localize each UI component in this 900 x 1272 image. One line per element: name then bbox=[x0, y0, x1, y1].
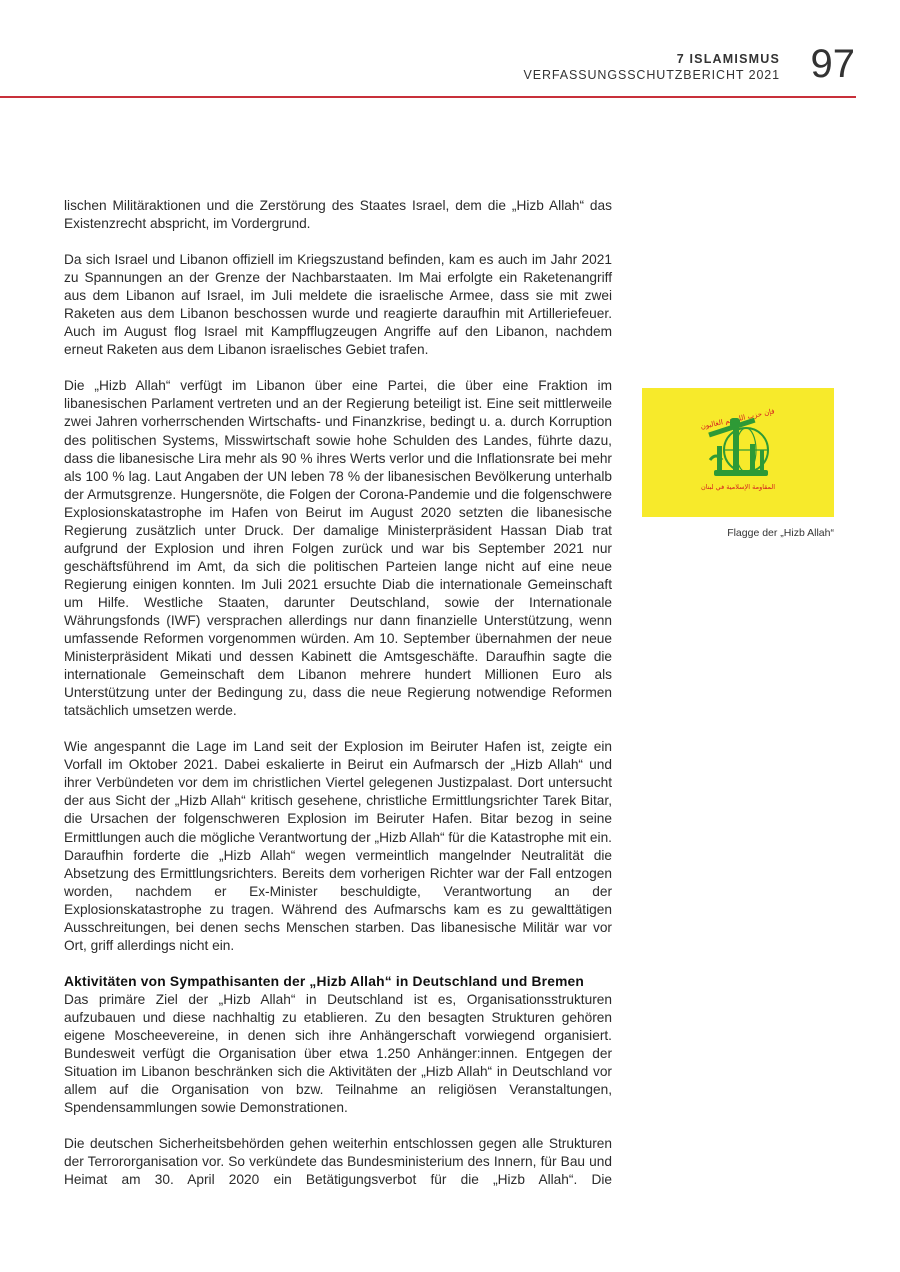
section-heading: Aktivitäten von Sympathisanten der „Hizb Allah“ in Deutschland und Bremen bbox=[64, 973, 585, 989]
paragraph: Das primäre Ziel der „Hizb Allah“ in Deutschland ist es, Organisationsstrukturen aufzubauen und diese nachhaltig zu etablieren. Zu den besagten Strukturen gehören eigene Moscheevereine, in denen sich ihre Anhängerschaft vorwiegend organisiert. Bundesweit verfügt die Organisation über etwa 1.250 Anhänger:innen. Entgegen der Situation im Libanon beschränken sich die Aktivitäten der „Hizb Allah“ in Deutschland vor allem auf die Organisation von bzw. Teilnahme an religiösen Veranstaltungen, Spendensammlungen sowie Demonstrationen. bbox=[64, 991, 612, 1116]
report-title: VERFASSUNGSSCHUTZBERICHT 2021 bbox=[523, 68, 780, 82]
flag-text-bottom: المقاومة الإسلامية في لبنان bbox=[700, 483, 776, 491]
paragraph: Da sich Israel und Libanon offiziell im Kriegszustand befinden, kam es auch im Jahr 2021 zu Spannungen an der Grenze der Nachbarstaaten. Im Mai erfolgte ein Raketenangriff aus dem Libanon auf Israel, im Juli meldete die israelische Armee, dass sie mit zwei Raketen aus dem Libanon beschossen wurde und reagierte daraufhin mit Artilleriefeuer. Auch im August flog Israel mit Kampfflugzeugen Angriffe auf den Libanon, nachdem erneut Raketen aus dem Libanon israelisches Gebiet trafen. bbox=[64, 252, 612, 358]
header-rule bbox=[0, 96, 856, 98]
flag-text-top: فإن حزب الله هم الغالبون bbox=[699, 407, 776, 431]
paragraph: lischen Militäraktionen und die Zerstörung des Staates Israel, dem die „Hizb Allah“ das Existenzrecht abspricht, im Vordergrund. bbox=[64, 198, 612, 232]
chapter-title: 7 ISLAMISMUS bbox=[676, 52, 780, 66]
hizb-allah-flag bbox=[642, 388, 834, 517]
page-number: 97 bbox=[810, 42, 855, 86]
flag-emblem-icon bbox=[642, 388, 834, 517]
main-text bbox=[64, 197, 612, 1189]
paragraph: Wie angespannt die Lage im Land seit der Explosion im Beiruter Hafen ist, zeigte ein Vorfall im Oktober 2021. Dabei eskalierte in Beirut ein Aufmarsch der „Hizb Allah“ und ihrer Verbündeten vor dem im christlichen Viertel gelegenen Justizpalast. Dort untersucht der aus Sicht der „Hizb Allah“ kritisch gesehene, christliche Ermittlungsrichter Tarek Bitar, die Ursachen der folgenschweren Explosion im Beiruter Hafen. Bitar bezog in seine Ermittlungen auch die mögliche Verantwortung der „Hizb Allah“ für die Katastrophe mit ein. Daraufhin forderte die „Hizb Allah“ wegen vermeintlich mangelnder Neutralität die Absetzung des Ermittlungsrichters. Bereits dem vorherigen Richter war der Fall entzogen worden, nachdem er Ex-Minister beschuldigte, Verantwortung an der Explosionskatastrophe zu tragen. Während des Aufmarschs kam es zu gewalttätigen Ausschreitungen, bei denen sechs Menschen starben. Das libanesische Militär war vor Ort, griff allerdings nicht ein. bbox=[64, 739, 612, 953]
figure-caption: Flagge der „Hizb Allah“ bbox=[727, 527, 834, 539]
running-head bbox=[524, 51, 780, 83]
page-header bbox=[0, 42, 855, 92]
paragraph: Die deutschen Sicherheitsbehörden gehen weiterhin entschlossen gegen alle Strukturen der Terrororganisation vor. So verkündete das Bundesministerium des Innern, für Bau und Heimat am 30. April 2020 ein Betätigungsverbot für die „Hizb Allah“. Die bbox=[64, 1136, 612, 1188]
paragraph: Die „Hizb Allah“ verfügt im Libanon über eine Partei, die über eine Fraktion im libanesischen Parlament vertreten und an der Regierung beteiligt ist. Eine seit mittlerweile zwei Jahren vorherrschenden Wirtschafts- und Finanzkrise, bedingt u. a. durch Korruption des politischen Systems, Misswirtschaft sowie hohe Schulden des Landes, führte dazu, dass die libanesische Lira mehr als 90 % ihres Werts verlor und die Inflationsrate bei mehr als 100 % lag. Laut Angaben der UN leben 78 % der libanesischen Bevölkerung unterhalb der Armutsgrenze. Hungersnöte, die Folgen der Corona-Pandemie und die folgenschwere Explosionskatastrophe im Hafen von Beirut im August 2020 setzten die libanesische Regierung zusätzlich unter Druck. Der damalige Ministerpräsident Hassan Diab trat aufgrund der Explosion und ihren Folgen zurück und war bis September 2021 nur geschäftsführend im Amt, da sich die politischen Parteien lange nicht auf eine neue Regierung einigen konnten. Im Juli 2021 ersuchte Diab die internationale Gemeinschaft um Hilfe. Westliche Staaten, darunter Deutschland, sowie der Internationale Währungsfonds (IWF) versprachen allerdings nur dann finanzielle Unterstützung, wenn umfassende Reformen vorgenommen würden. Am 10. September übernahmen der neue Ministerpräsident Mikati und dessen Kabinett die Amtsgeschäfte. Daraufhin sagte die internationale Gemeinschaft dem Libanon mehrere hundert Millionen Euro als Unterstützung unter der Bedingung zu, dass die neue Regierung notwendige Reformen tatsächlich umsetzen werde. bbox=[64, 378, 612, 719]
